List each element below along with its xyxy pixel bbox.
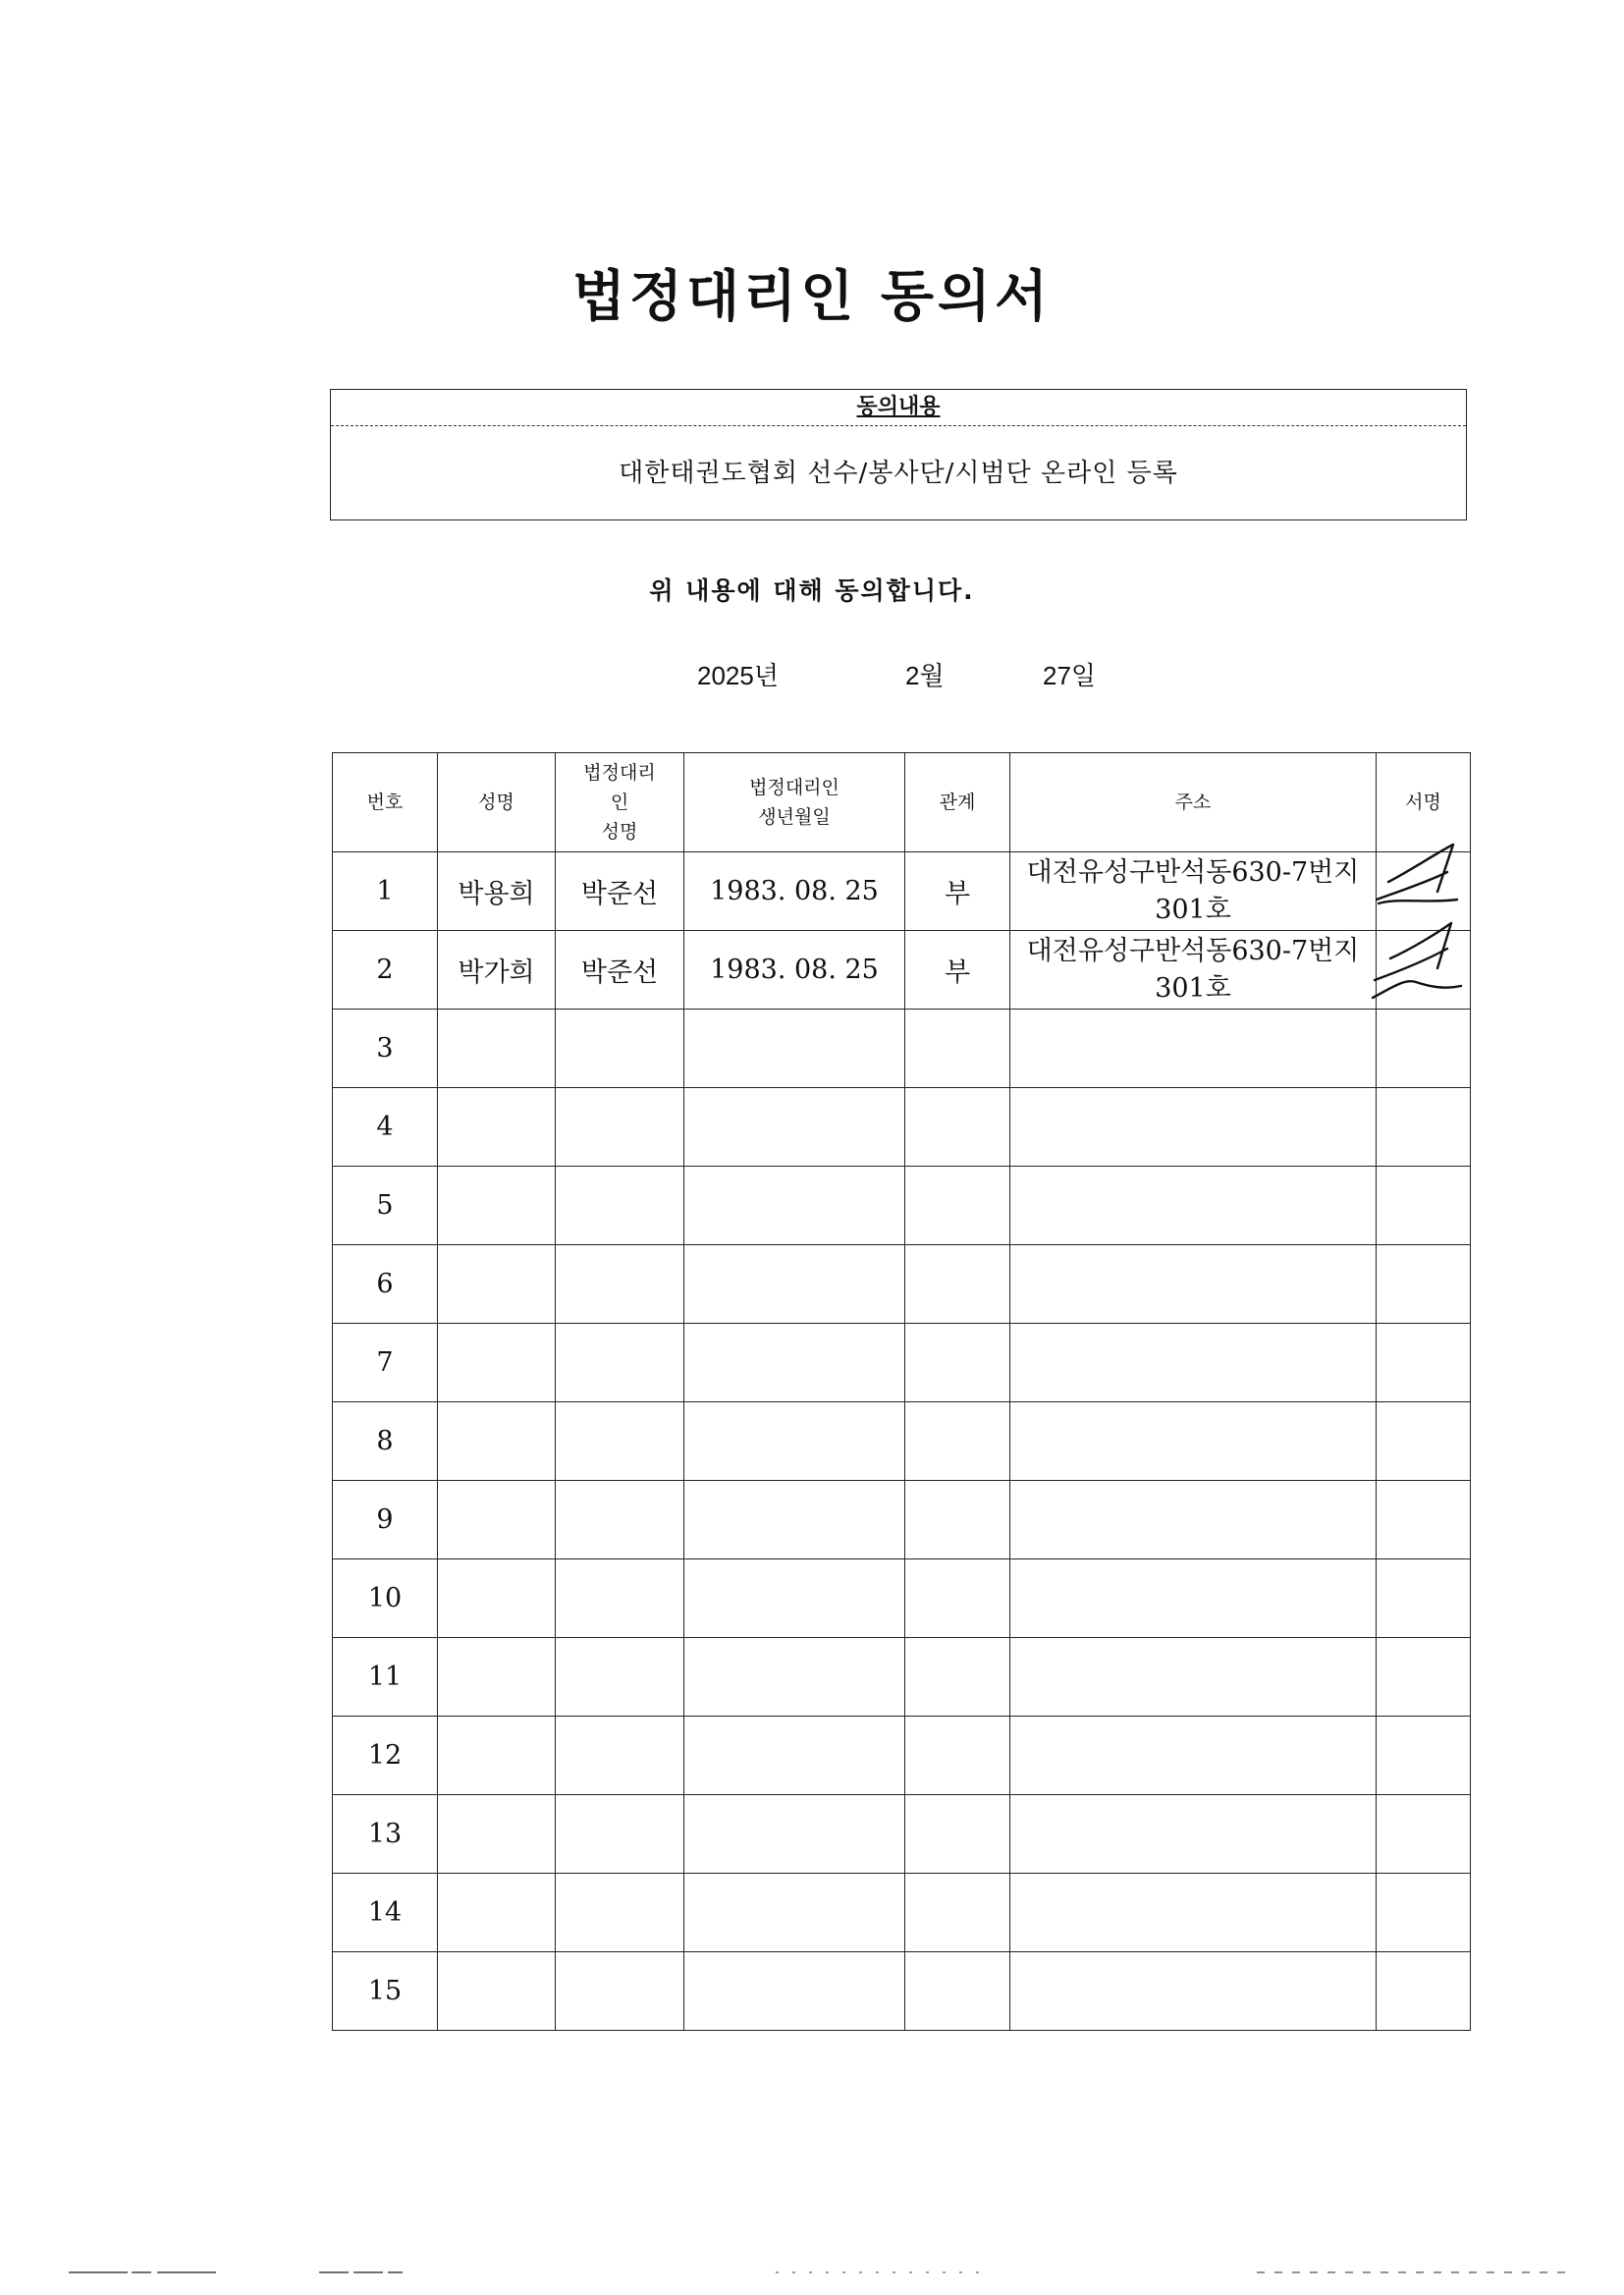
header-guardian-birth [684, 753, 905, 852]
cell-relation [905, 1402, 1010, 1481]
cell-birth [684, 1245, 905, 1324]
header-relation: 관계 [905, 753, 1010, 852]
cell-signature [1377, 1481, 1471, 1559]
cell-guardian [556, 1952, 684, 2031]
cell-signature [1377, 1010, 1471, 1088]
cell-relation [905, 1952, 1010, 2031]
table-header-row [333, 753, 1471, 852]
cell-name [438, 1481, 556, 1559]
consent-header [331, 390, 1466, 426]
cell-address [1010, 1638, 1377, 1717]
handwritten-signature [1369, 921, 1471, 1010]
table-body [333, 852, 1471, 2031]
cell-address [1010, 1795, 1377, 1874]
cell-signature [1377, 1638, 1471, 1717]
cell-birth [684, 1795, 905, 1874]
cell-birth [684, 1638, 905, 1717]
cell-no: 2 [333, 931, 438, 1010]
cell-address [1010, 1167, 1377, 1245]
cell-relation [905, 1638, 1010, 1717]
cell-name [438, 1245, 556, 1324]
cell-name [438, 1717, 556, 1795]
cell-signature [1377, 1795, 1471, 1874]
guardian-consent-table [332, 752, 1471, 2031]
cell-name [438, 1795, 556, 1874]
table-row [333, 1010, 1471, 1088]
date-month: 2월 [905, 661, 945, 690]
cell-guardian [556, 1717, 684, 1795]
cell-no: 6 [333, 1245, 438, 1324]
cell-name [438, 1559, 556, 1638]
cell-guardian [556, 1010, 684, 1088]
cell-no: 15 [333, 1952, 438, 2031]
cell-signature [1377, 1245, 1471, 1324]
cell-name [438, 1638, 556, 1717]
cell-signature [1377, 1717, 1471, 1795]
cell-name [438, 1167, 556, 1245]
date-day: 27일 [1043, 661, 1097, 690]
cell-relation [905, 1010, 1010, 1088]
cell-no: 14 [333, 1874, 438, 1952]
footer-scan-marks [0, 2270, 1624, 2274]
cell-address-line1: 대전유성구반석동630-7번지 [1026, 856, 1360, 888]
cell-birth [684, 1559, 905, 1638]
cell-address-line2: 301호 [1155, 894, 1231, 925]
cell-birth [684, 1010, 905, 1088]
cell-address [1010, 1559, 1377, 1638]
cell-birth [684, 1481, 905, 1559]
cell-no: 9 [333, 1481, 438, 1559]
header-guardian-birth-line1: 법정대리인 [749, 777, 839, 798]
cell-no: 12 [333, 1717, 438, 1795]
cell-signature [1377, 931, 1471, 1010]
cell-signature [1377, 1167, 1471, 1245]
cell-guardian [556, 1088, 684, 1167]
cell-guardian [556, 1402, 684, 1481]
cell-signature [1377, 1402, 1471, 1481]
cell-birth: 1983. 08. 25 [684, 931, 905, 1010]
cell-address [1010, 1402, 1377, 1481]
cell-guardian [556, 1245, 684, 1324]
cell-signature [1377, 1952, 1471, 2031]
cell-no: 1 [333, 852, 438, 931]
cell-address [1010, 1088, 1377, 1167]
cell-address [1010, 1010, 1377, 1088]
cell-address [1010, 1481, 1377, 1559]
cell-no: 5 [333, 1167, 438, 1245]
cell-name [438, 1874, 556, 1952]
table-row [333, 1088, 1471, 1167]
cell-relation [905, 1874, 1010, 1952]
cell-address [1010, 1874, 1377, 1952]
cell-signature [1377, 1874, 1471, 1952]
table-row [333, 1245, 1471, 1324]
date-year: 2025년 [697, 661, 779, 690]
header-signature: 서명 [1377, 753, 1471, 852]
cell-relation [905, 1167, 1010, 1245]
cell-relation: 부 [905, 852, 1010, 931]
cell-signature [1377, 1324, 1471, 1402]
consent-header-label: 동의내용 [856, 395, 941, 419]
cell-birth [684, 1167, 905, 1245]
cell-guardian [556, 1874, 684, 1952]
cell-guardian [556, 1795, 684, 1874]
cell-no: 7 [333, 1324, 438, 1402]
cell-name: 박용희 [438, 852, 556, 931]
table-row [333, 1167, 1471, 1245]
header-guardian-name-line1: 법정대리 [583, 762, 656, 784]
table-row [333, 1717, 1471, 1795]
consent-body: 대한태권도협회 선수/봉사단/시범단 온라인 등록 [619, 459, 1178, 488]
cell-guardian [556, 1167, 684, 1245]
cell-birth [684, 1952, 905, 2031]
cell-name: 박가희 [438, 931, 556, 1010]
cell-name [438, 1402, 556, 1481]
table-row [333, 1481, 1471, 1559]
cell-relation [905, 1717, 1010, 1795]
cell-no: 11 [333, 1638, 438, 1717]
cell-relation [905, 1481, 1010, 1559]
cell-birth [684, 1324, 905, 1402]
consent-content-box [330, 389, 1467, 520]
cell-address [1010, 1952, 1377, 2031]
cell-name [438, 1324, 556, 1402]
cell-address [1010, 931, 1377, 1010]
header-no: 번호 [333, 753, 438, 852]
table-row [333, 1559, 1471, 1638]
cell-name [438, 1952, 556, 2031]
cell-guardian: 박준선 [556, 931, 684, 1010]
header-name: 성명 [438, 753, 556, 852]
table-row [333, 931, 1471, 1010]
cell-guardian [556, 1638, 684, 1717]
header-guardian-name [556, 753, 684, 852]
handwritten-signature [1369, 843, 1471, 931]
cell-address [1010, 852, 1377, 931]
table-row [333, 852, 1471, 931]
header-guardian-birth-line2: 생년월일 [758, 806, 831, 828]
table-row [333, 1402, 1471, 1481]
cell-signature [1377, 1559, 1471, 1638]
cell-birth [684, 1717, 905, 1795]
cell-name [438, 1088, 556, 1167]
cell-no: 4 [333, 1088, 438, 1167]
table-row [333, 1952, 1471, 2031]
table-row [333, 1795, 1471, 1874]
cell-relation [905, 1245, 1010, 1324]
cell-no: 13 [333, 1795, 438, 1874]
cell-name [438, 1010, 556, 1088]
header-address: 주소 [1010, 753, 1377, 852]
cell-birth [684, 1874, 905, 1952]
cell-birth [684, 1088, 905, 1167]
cell-relation [905, 1795, 1010, 1874]
cell-guardian [556, 1481, 684, 1559]
cell-no: 10 [333, 1559, 438, 1638]
cell-address [1010, 1324, 1377, 1402]
cell-birth [684, 1402, 905, 1481]
cell-signature [1377, 852, 1471, 931]
cell-address-line1: 대전유성구반석동630-7번지 [1026, 935, 1360, 966]
cell-signature [1377, 1088, 1471, 1167]
cell-guardian [556, 1324, 684, 1402]
cell-no: 8 [333, 1402, 438, 1481]
cell-guardian [556, 1559, 684, 1638]
cell-address [1010, 1245, 1377, 1324]
cell-address-line2: 301호 [1155, 972, 1231, 1004]
table-row [333, 1324, 1471, 1402]
header-guardian-name-line3: 성명 [601, 821, 638, 843]
table-row [333, 1874, 1471, 1952]
cell-address [1010, 1717, 1377, 1795]
cell-birth: 1983. 08. 25 [684, 852, 905, 931]
cell-relation [905, 1088, 1010, 1167]
header-guardian-name-line2: 인 [610, 792, 629, 813]
cell-no: 3 [333, 1010, 438, 1088]
cell-relation: 부 [905, 931, 1010, 1010]
cell-guardian: 박준선 [556, 852, 684, 931]
table-row [333, 1638, 1471, 1717]
cell-relation [905, 1324, 1010, 1402]
document-title: 법정대리인 동의서 [571, 265, 1053, 329]
cell-relation [905, 1559, 1010, 1638]
agreement-statement: 위 내용에 대해 동의합니다. [649, 576, 975, 605]
